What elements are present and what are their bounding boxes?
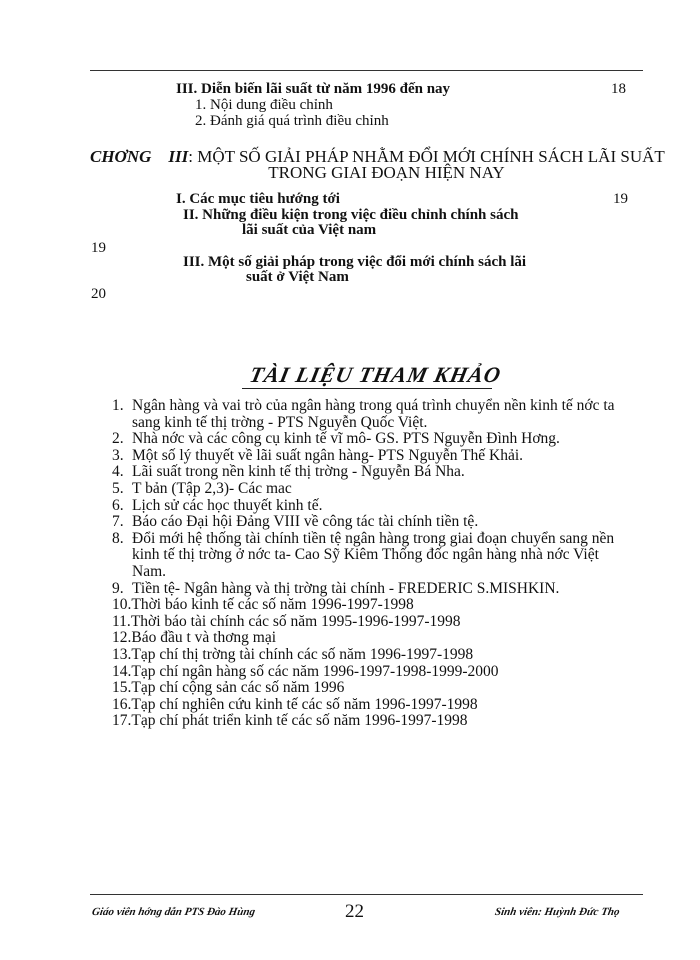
references-title: TÀI LIỆU THAM KHẢO: [247, 362, 504, 387]
footer-student: Sinh viên: Huỳnh Đức Thọ: [493, 906, 621, 918]
list-item: 3. Một số lý thuyết về lãi suất ngân hàng- PTS Nguyễn Thế Khải.: [112, 446, 524, 464]
chapter-title-line2: TRONG GIAI ĐOẠN HIỆN NAY: [268, 163, 505, 182]
footer-advisor: Giáo viên hớng dẫn PTS Đào Hùng: [90, 906, 257, 918]
toc-section-ii-cont: lãi suất của Việt nam: [242, 222, 377, 238]
toc-section-i: I. Các mục tiêu hướng tới: [176, 191, 340, 207]
list-item: 2. Nhà nớc và các công cụ kinh tế vĩ mô- GS. PTS Nguyễn Đình Hơng.: [112, 430, 560, 448]
list-item: 5. T bản (Tập 2,3)- Các mac: [112, 479, 292, 497]
toc-page-number: 20: [91, 286, 106, 302]
list-item: 8. Đổi mới hệ thống tài chính tiền tệ ngân hàng trong giai đoạn chuyển sang nền kinh tế thị trờng ở nớc ta- Cao Sỹ Kiêm Thống đốc ngân hàng nhà nớc Việt Nam.: [112, 529, 615, 580]
list-item: 12.Báo đầu t và thơng mại: [112, 629, 277, 647]
references-title-underline: [242, 388, 492, 389]
list-item: 6. Lịch sử các học thuyết kinh tế.: [112, 496, 323, 514]
list-item: 14.Tạp chí ngân hàng số các năm 1996-1997-1998-1999-2000: [112, 662, 499, 680]
toc-page-number: 18: [611, 81, 626, 97]
toc-page-number: 19: [91, 240, 106, 256]
list-item: 9. Tiền tệ- Ngân hàng và thị trờng tài chính - FREDERIC S.MISHKIN.: [112, 579, 560, 597]
chapter-prefix: CHƠNG III: [90, 147, 189, 166]
footer-rule: [90, 894, 643, 895]
footer-page-number: 22: [345, 901, 364, 922]
toc-section-iii-cont: suất ở Việt Nam: [246, 269, 349, 285]
list-item: 7. Báo cáo Đại hội Đảng VIII về công tác tài chính tiền tệ.: [112, 513, 479, 531]
toc-section-iii: III. Diễn biến lãi suất từ năm 1996 đến nay: [176, 81, 451, 97]
chapter-title-line1: : MỘT SỐ GIẢI PHÁP NHẰM ĐỔI MỚI CHÍNH SÁCH LÃI SUẤT: [188, 147, 665, 166]
toc-page-number: 19: [613, 191, 628, 207]
list-item: 10.Thời báo kinh tế các số năm 1996-1997-1998: [112, 596, 414, 614]
toc-section-ii: II. Những điều kiện trong việc điều chỉnh chính sách: [183, 207, 519, 223]
list-item: 16.Tạp chí nghiên cứu kinh tế các số năm 1996-1997-1998: [112, 695, 478, 713]
list-item: 15.Tạp chí cộng sản các số năm 1996: [112, 679, 345, 697]
list-item: 17.Tạp chí phát triển kinh tế các số năm 1996-1997-1998: [112, 712, 468, 730]
list-item: 4. Lãi suất trong nền kinh tế thị trờng - Nguyễn Bá Nha.: [112, 463, 465, 481]
toc-section-iii: III. Một số giải pháp trong việc đổi mới chính sách lãi: [183, 254, 527, 270]
references-list: [112, 398, 642, 730]
list-item: 11.Thời báo tài chính các số năm 1995-1996-1997-1998: [112, 612, 461, 630]
list-item: 13.Tạp chí thị trờng tài chính các số năm 1996-1997-1998: [112, 645, 474, 663]
toc-subsection: 2. Đánh giá quá trình điều chỉnh: [195, 113, 389, 129]
list-item: 1. Ngân hàng và vai trò của ngân hàng trong quá trình chuyển nền kinh tế nớc ta sang kinh tế thị trờng - PTS Nguyễn Quốc Việt.: [112, 397, 615, 431]
toc-subsection: 1. Nội dung điều chỉnh: [195, 97, 333, 113]
header-rule: [90, 70, 643, 71]
